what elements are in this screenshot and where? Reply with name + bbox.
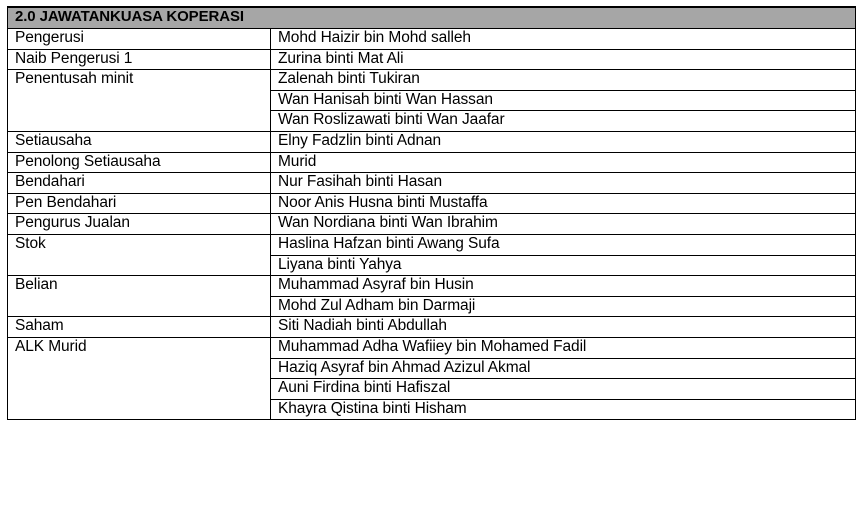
table-row — [8, 29, 856, 50]
section-header-row — [8, 7, 856, 29]
member-name-cell: Elny Fadzlin binti Adnan — [271, 131, 856, 152]
member-name-cell: Muhammad Asyraf bin Husin — [271, 276, 856, 297]
role-cell: Naib Pengerusi 1 — [8, 49, 271, 70]
member-name-cell: Khayra Qistina binti Hisham — [271, 399, 856, 420]
committee-body — [8, 29, 856, 420]
member-name-cell: Mohd Zul Adham bin Darmaji — [271, 296, 856, 317]
member-name-cell: Zalenah binti Tukiran — [271, 70, 856, 91]
table-row — [8, 49, 856, 70]
role-cell: Saham — [8, 317, 271, 338]
table-row — [8, 173, 856, 194]
role-cell: Belian — [8, 276, 271, 317]
table-row — [8, 337, 856, 358]
table-row — [8, 234, 856, 255]
member-name-cell: Noor Anis Husna binti Mustaffa — [271, 193, 856, 214]
member-name-cell: Liyana binti Yahya — [271, 255, 856, 276]
member-name-cell: Wan Roslizawati binti Wan Jaafar — [271, 111, 856, 132]
role-cell: Stok — [8, 234, 271, 275]
committee-document — [7, 6, 855, 420]
table-row — [8, 276, 856, 297]
committee-table — [7, 6, 856, 420]
member-name-cell: Zurina binti Mat Ali — [271, 49, 856, 70]
member-name-cell: Nur Fasihah binti Hasan — [271, 173, 856, 194]
role-cell: Setiausaha — [8, 131, 271, 152]
member-name-cell: Wan Nordiana binti Wan Ibrahim — [271, 214, 856, 235]
role-cell: Pen Bendahari — [8, 193, 271, 214]
table-row — [8, 317, 856, 338]
member-name-cell: Siti Nadiah binti Abdullah — [271, 317, 856, 338]
table-row — [8, 214, 856, 235]
table-row — [8, 131, 856, 152]
member-name-cell: Auni Firdina binti Hafiszal — [271, 379, 856, 400]
member-name-cell: Wan Hanisah binti Wan Hassan — [271, 90, 856, 111]
role-cell: Penentusah minit — [8, 70, 271, 132]
role-cell: Pengerusi — [8, 29, 271, 50]
member-name-cell: Haziq Asyraf bin Ahmad Azizul Akmal — [271, 358, 856, 379]
table-row — [8, 193, 856, 214]
role-cell: ALK Murid — [8, 337, 271, 419]
member-name-cell: Muhammad Adha Wafiiey bin Mohamed Fadil — [271, 337, 856, 358]
role-cell: Penolong Setiausaha — [8, 152, 271, 173]
role-cell: Bendahari — [8, 173, 271, 194]
table-row — [8, 152, 856, 173]
table-row — [8, 70, 856, 91]
role-cell: Pengurus Jualan — [8, 214, 271, 235]
section-title: 2.0 JAWATANKUASA KOPERASI — [8, 7, 856, 29]
member-name-cell: Haslina Hafzan binti Awang Sufa — [271, 234, 856, 255]
member-name-cell: Mohd Haizir bin Mohd salleh — [271, 29, 856, 50]
member-name-cell: Murid — [271, 152, 856, 173]
